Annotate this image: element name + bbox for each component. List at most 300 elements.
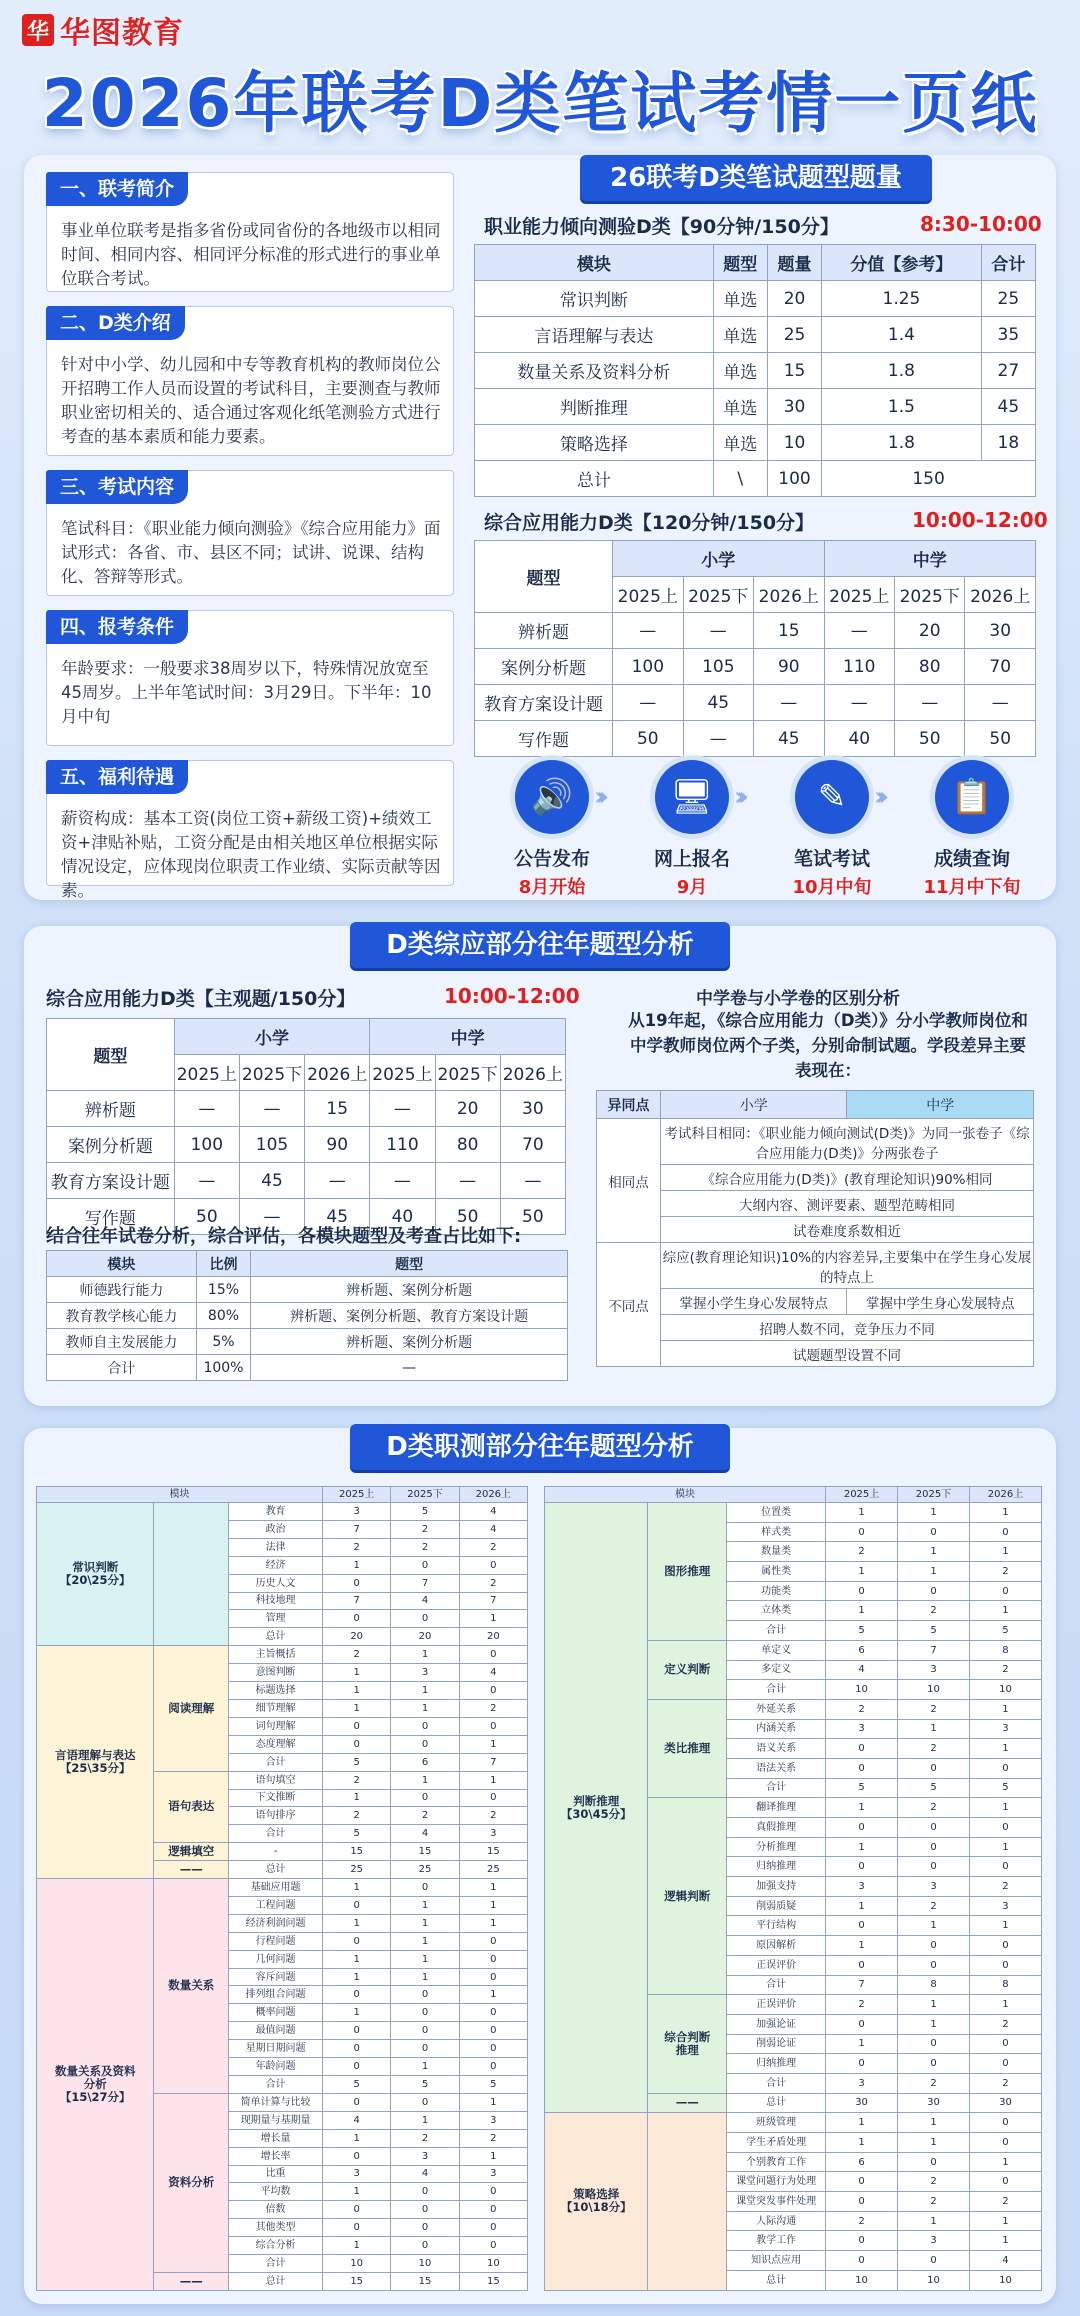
table-row bbox=[37, 1503, 528, 1521]
table-cell: 0 bbox=[459, 2201, 527, 2219]
table-cell: 15 bbox=[754, 613, 824, 649]
table-cell: 1 bbox=[323, 2004, 391, 2022]
table-cell: 2 bbox=[323, 1646, 391, 1664]
table-cell: 0 bbox=[323, 2093, 391, 2111]
table-cell: 2 bbox=[826, 1995, 898, 2015]
step-label: 笔试考试 bbox=[793, 848, 870, 870]
table-cell: 7 bbox=[391, 1574, 459, 1592]
year-header: 2025上 bbox=[174, 1055, 239, 1091]
table-cell: 1 bbox=[323, 2183, 391, 2201]
table-cell: 7 bbox=[898, 1640, 970, 1660]
table-cell: 1 bbox=[391, 1771, 459, 1789]
table-cell: 0 bbox=[323, 1896, 391, 1914]
table-cell: 1 bbox=[459, 1879, 527, 1897]
table-cell: 0 bbox=[969, 2172, 1041, 2192]
table-row bbox=[475, 389, 1036, 425]
table-cell: 常识判断 bbox=[475, 281, 714, 317]
table-header: 题型 bbox=[47, 1019, 175, 1091]
table-cell: — bbox=[305, 1163, 370, 1199]
sub-module-label: 类比推理 bbox=[648, 1699, 727, 1797]
table-cell: 25 bbox=[459, 1861, 527, 1879]
table-cell: 1 bbox=[826, 2113, 898, 2133]
table-cell: 辨析题、案例分析题 bbox=[251, 1277, 568, 1303]
table-cell: 3 bbox=[459, 2111, 527, 2129]
table-cell: 2 bbox=[969, 1877, 1041, 1897]
table-cell: 0 bbox=[459, 2237, 527, 2255]
table-cell: 合计 bbox=[229, 1825, 323, 1843]
table-header: 模块 bbox=[37, 1487, 323, 1503]
table-cell: 0 bbox=[323, 1574, 391, 1592]
table-header: 模块 bbox=[47, 1251, 197, 1277]
table-cell: 0 bbox=[826, 1758, 898, 1778]
table-header: 小学 bbox=[174, 1019, 370, 1055]
sub-module-label: 资料分析 bbox=[154, 2093, 229, 2272]
table-cell: — bbox=[239, 1091, 304, 1127]
table-cell: 1 bbox=[323, 1699, 391, 1717]
table-cell: 4 bbox=[969, 2251, 1041, 2271]
table-cell: — bbox=[613, 685, 683, 721]
table-cell: 35 bbox=[981, 317, 1035, 353]
year-header: 2025下 bbox=[895, 577, 965, 613]
table-cell: — bbox=[251, 1355, 568, 1381]
table-cell: 3 bbox=[898, 1877, 970, 1897]
timeline-step bbox=[912, 760, 1032, 899]
analysis-table bbox=[46, 1250, 568, 1381]
table-cell: — bbox=[824, 613, 894, 649]
table-cell: 言语理解与表达 bbox=[475, 317, 714, 353]
info-box-tag: 四、报考条件 bbox=[46, 610, 188, 644]
table-cell: 1 bbox=[898, 1916, 970, 1936]
table-cell: 150 bbox=[822, 461, 1036, 497]
zongying-title: 综合应用能力D类【120分钟/150分】 bbox=[484, 512, 815, 534]
table-cell: 15 bbox=[459, 2272, 527, 2290]
table-cell: 1 bbox=[391, 1682, 459, 1700]
year-header: 2026上 bbox=[305, 1055, 370, 1091]
brand-name: 华图教育 bbox=[60, 16, 184, 51]
table-row bbox=[597, 1289, 1034, 1315]
table-cell: — bbox=[370, 1091, 435, 1127]
table-cell: 1 bbox=[459, 1735, 527, 1753]
table-cell: 20 bbox=[391, 1628, 459, 1646]
table-cell: 写作题 bbox=[475, 721, 613, 757]
table-row bbox=[37, 1879, 528, 1897]
year-header: 2025上 bbox=[824, 577, 894, 613]
table-cell: 1 bbox=[969, 1601, 1041, 1621]
table-cell: 25 bbox=[323, 1861, 391, 1879]
table-cell: 15 bbox=[391, 1843, 459, 1861]
table-cell: 0 bbox=[459, 2022, 527, 2040]
table-cell: 合计 bbox=[229, 2255, 323, 2273]
table-cell: 人际沟通 bbox=[727, 2211, 826, 2231]
table-cell: 1 bbox=[969, 1916, 1041, 1936]
table-cell: 年龄问题 bbox=[229, 2058, 323, 2076]
table-cell: 合计 bbox=[727, 1680, 826, 1700]
table-cell: 40 bbox=[824, 721, 894, 757]
table-cell: 5 bbox=[826, 1778, 898, 1798]
table-cell: 10 bbox=[459, 2255, 527, 2273]
info-box-tag: 一、联考简介 bbox=[46, 172, 188, 206]
table-cell: 态度理解 bbox=[229, 1735, 323, 1753]
table-cell: 管理 bbox=[229, 1610, 323, 1628]
table-cell: 0 bbox=[826, 1857, 898, 1877]
table-cell: 0 bbox=[323, 1610, 391, 1628]
table-cell: 4 bbox=[391, 2165, 459, 2183]
table-cell: 0 bbox=[826, 1739, 898, 1759]
table-header: 题型 bbox=[475, 541, 613, 613]
table-cell: 15 bbox=[323, 1843, 391, 1861]
info-box-2 bbox=[46, 306, 454, 456]
table-cell: 10 bbox=[767, 425, 821, 461]
chevron-right-icon: ››› bbox=[594, 782, 602, 812]
table-cell: 教育教学核心能力 bbox=[47, 1303, 197, 1329]
step-label: 成绩查询 bbox=[933, 848, 1010, 870]
table-cell: 0 bbox=[391, 1717, 459, 1735]
diff-intro: 从19年起，《综合应用能力（D类）》分小学教师岗位和中学教师岗位两个子类，分别命制试题。学段差异主要表现在： bbox=[628, 1011, 1028, 1080]
table-cell: 其他类型 bbox=[229, 2219, 323, 2237]
table-cell: 15% bbox=[196, 1277, 250, 1303]
table-cell: 单选 bbox=[713, 281, 767, 317]
table-cell: 0 bbox=[391, 1789, 459, 1807]
table-cell: 1 bbox=[391, 1914, 459, 1932]
table-header: 分值【参考】 bbox=[822, 245, 982, 281]
table-cell: 平行结构 bbox=[727, 1916, 826, 1936]
table-cell: 1 bbox=[969, 1739, 1041, 1759]
table-cell: 20 bbox=[895, 613, 965, 649]
module-label: 数量关系及资料 分析 【15\27分】 bbox=[37, 1879, 154, 2291]
table-cell: 2 bbox=[898, 2172, 970, 2192]
table-row bbox=[47, 1303, 568, 1329]
table-cell: 10 bbox=[391, 2255, 459, 2273]
logo-icon: 华 bbox=[22, 14, 54, 46]
table-cell: 10 bbox=[826, 2270, 898, 2290]
table-cell: 100 bbox=[174, 1127, 239, 1163]
table-cell: 0 bbox=[898, 1955, 970, 1975]
table-cell: 4 bbox=[459, 1664, 527, 1682]
table-cell: 1.8 bbox=[822, 425, 982, 461]
info-box-text: 年龄要求：一般要求38周岁以下，特殊情况放宽至45周岁。上半年笔试时间：3月29日。下半年：10月中旬 bbox=[61, 659, 432, 726]
module-label: 常识判断 【20\25分】 bbox=[37, 1503, 154, 1646]
table-row bbox=[47, 1163, 566, 1199]
table-cell: 教师自主发展能力 bbox=[47, 1329, 197, 1355]
table-cell: 3 bbox=[459, 2165, 527, 2183]
table-cell: 2 bbox=[898, 1896, 970, 1916]
table-cell: 5 bbox=[391, 2076, 459, 2094]
table-cell: 1 bbox=[391, 1968, 459, 1986]
table-cell: 1 bbox=[323, 1968, 391, 1986]
table-cell: 概率问题 bbox=[229, 2004, 323, 2022]
table-cell: 1 bbox=[826, 2034, 898, 2054]
sub-module-label: 综合判断 推理 bbox=[648, 1995, 727, 2093]
step-date: 10月中旬 bbox=[792, 877, 872, 898]
table-row bbox=[475, 425, 1036, 461]
table-cell: 10 bbox=[826, 1680, 898, 1700]
table-cell: 0 bbox=[826, 2172, 898, 2192]
table-header: 题型 bbox=[713, 245, 767, 281]
zhice-right-table bbox=[544, 1486, 1042, 2291]
table-cell: 总计 bbox=[727, 2093, 826, 2113]
table-cell: 判断推理 bbox=[475, 389, 714, 425]
table-cell: 5 bbox=[898, 1778, 970, 1798]
table-cell: 1 bbox=[898, 1995, 970, 2015]
table-cell: 历史人文 bbox=[229, 1574, 323, 1592]
table-cell: 5% bbox=[196, 1329, 250, 1355]
table-cell: 25 bbox=[391, 1861, 459, 1879]
table-cell: 0 bbox=[459, 2040, 527, 2058]
table-cell: 3 bbox=[391, 2147, 459, 2165]
section-ribbon-2: D类综应部分往年题型分析 bbox=[350, 922, 730, 968]
table-cell: 容斥问题 bbox=[229, 1968, 323, 1986]
table-cell: 0 bbox=[898, 1581, 970, 1601]
table-cell: 1 bbox=[323, 2129, 391, 2147]
table-cell: 0 bbox=[898, 1936, 970, 1956]
table-cell: 2 bbox=[459, 1574, 527, 1592]
table-cell: 70 bbox=[500, 1127, 565, 1163]
table-cell: 0 bbox=[391, 2237, 459, 2255]
table-cell: — bbox=[754, 685, 824, 721]
table-cell: 0 bbox=[826, 1916, 898, 1936]
info-box-tag: 五、福利待遇 bbox=[46, 760, 188, 794]
table-cell: 4 bbox=[826, 1660, 898, 1680]
table-cell: 数量类 bbox=[727, 1542, 826, 1562]
table-cell: 总计 bbox=[229, 1861, 323, 1879]
table-cell: 2 bbox=[459, 1538, 527, 1556]
table-cell: 0 bbox=[391, 2093, 459, 2111]
year-header: 2026上 bbox=[754, 577, 824, 613]
page-title: 2026年联考D类笔试考情一页纸 bbox=[41, 65, 1039, 142]
table-cell: 0 bbox=[826, 2014, 898, 2034]
table-cell: 加强支持 bbox=[727, 1877, 826, 1897]
table-cell: 5 bbox=[391, 1503, 459, 1521]
table-cell: 10 bbox=[323, 2255, 391, 2273]
table-cell: 综合分析 bbox=[229, 2237, 323, 2255]
table-cell: 2 bbox=[391, 1807, 459, 1825]
table-cell: 综应(教育理论知识)10%的内容差异,主要集中在学生身心发展的特点上 bbox=[661, 1243, 1034, 1289]
table-cell: 2 bbox=[898, 1739, 970, 1759]
table-cell: 0 bbox=[969, 2133, 1041, 2153]
zongying-time: 10:00-12:00 bbox=[912, 508, 1048, 532]
table-cell: 5 bbox=[969, 1621, 1041, 1641]
table-cell: 0 bbox=[323, 2058, 391, 2076]
table-cell: 20 bbox=[459, 1628, 527, 1646]
info-box-tag: 二、D类介绍 bbox=[46, 306, 185, 340]
table-cell: 课堂问题行为处理 bbox=[727, 2172, 826, 2192]
table-cell: 1 bbox=[969, 1995, 1041, 2015]
table-cell: 0 bbox=[391, 2183, 459, 2201]
table-header: 模块 bbox=[545, 1487, 826, 1503]
table-cell: 3 bbox=[826, 1719, 898, 1739]
table-header: 合计 bbox=[981, 245, 1035, 281]
zy2-time: 10:00-12:00 bbox=[444, 984, 580, 1008]
table-row bbox=[475, 281, 1036, 317]
table-cell: 0 bbox=[391, 2040, 459, 2058]
table-header: 比例 bbox=[196, 1251, 250, 1277]
table-cell: 0 bbox=[459, 1932, 527, 1950]
table-cell: 0 bbox=[459, 1682, 527, 1700]
table-cell: 2 bbox=[898, 1798, 970, 1818]
table-cell: 案例分析题 bbox=[475, 649, 613, 685]
table-cell: 1 bbox=[826, 2133, 898, 2153]
table-header: 异同点 bbox=[597, 1091, 661, 1119]
table-cell: 110 bbox=[824, 649, 894, 685]
step-label: 网上报名 bbox=[653, 848, 730, 870]
table-cell: 0 bbox=[459, 2219, 527, 2237]
table-cell: 1 bbox=[391, 1932, 459, 1950]
table-row bbox=[47, 1127, 566, 1163]
table-row bbox=[597, 1191, 1034, 1217]
table-cell: 0 bbox=[969, 1758, 1041, 1778]
step-icon: ✎ bbox=[795, 760, 869, 834]
table-cell: 0 bbox=[826, 1581, 898, 1601]
analysis-title: 结合往年试卷分析，综合评估，各模块题型及考查占比如下: bbox=[46, 1226, 522, 1247]
table-cell: 辨析题、案例分析题、教育方案设计题 bbox=[251, 1303, 568, 1329]
table-cell: 1 bbox=[391, 1646, 459, 1664]
table-cell: 合计 bbox=[727, 1975, 826, 1995]
table-cell: 10 bbox=[969, 2270, 1041, 2290]
table-cell: 0 bbox=[969, 1522, 1041, 1542]
table-cell: 总计 bbox=[475, 461, 714, 497]
table-cell: 1.5 bbox=[822, 389, 982, 425]
table-row bbox=[47, 1277, 568, 1303]
brand-logo[interactable] bbox=[22, 12, 184, 51]
table-cell: 1.25 bbox=[822, 281, 982, 317]
table-cell: 5 bbox=[898, 1621, 970, 1641]
table-cell: — bbox=[824, 685, 894, 721]
table-cell: 0 bbox=[969, 2054, 1041, 2074]
table-cell: 10 bbox=[898, 2270, 970, 2290]
table-cell: 单选 bbox=[713, 389, 767, 425]
table-cell: 1 bbox=[969, 2152, 1041, 2172]
table-cell: 教育方案设计题 bbox=[47, 1163, 175, 1199]
table-cell: 教育方案设计题 bbox=[475, 685, 613, 721]
zhice-table bbox=[474, 244, 1036, 497]
table-cell: 0 bbox=[826, 2054, 898, 2074]
table-cell: 策略选择 bbox=[475, 425, 714, 461]
table-cell: 加强论证 bbox=[727, 2014, 826, 2034]
table-cell: 2 bbox=[391, 1538, 459, 1556]
table-cell: 2 bbox=[969, 1562, 1041, 1582]
sub-module-label: 逻辑判断 bbox=[648, 1798, 727, 1995]
info-box-text: 薪资构成：基本工资(岗位工资+薪级工资)+绩效工资+津贴补贴，工资分配是由相关地区单位根据实际情况设定，应体现岗位职责工作业绩、实际贡献等因素。 bbox=[61, 809, 441, 900]
table-cell: 25 bbox=[981, 281, 1035, 317]
year-header: 2025下 bbox=[239, 1055, 304, 1091]
table-cell: 7 bbox=[459, 1592, 527, 1610]
sub-module-label: 图形推理 bbox=[648, 1503, 727, 1641]
table-cell: 1 bbox=[826, 1798, 898, 1818]
table-cell: 大纲内容、测评要素、题型范畴相同 bbox=[661, 1191, 1034, 1217]
table-cell: 2 bbox=[391, 2129, 459, 2147]
table-cell: 1 bbox=[459, 1986, 527, 2004]
table-cell: 合计 bbox=[727, 1621, 826, 1641]
table-cell: — bbox=[683, 721, 753, 757]
table-cell: 合计 bbox=[47, 1355, 197, 1381]
table-cell: 0 bbox=[826, 1818, 898, 1838]
timeline-step bbox=[492, 760, 612, 899]
table-cell: 0 bbox=[969, 1936, 1041, 1956]
table-cell: 110 bbox=[370, 1127, 435, 1163]
table-cell: 标题选择 bbox=[229, 1682, 323, 1700]
table-cell: 30 bbox=[500, 1091, 565, 1127]
table-cell: 语法关系 bbox=[727, 1758, 826, 1778]
table-cell: 6 bbox=[826, 1640, 898, 1660]
table-cell: 3 bbox=[391, 1664, 459, 1682]
table-cell: 《综合应用能力(D类)》(教育理论知识)90%相同 bbox=[661, 1165, 1034, 1191]
sub-module-label bbox=[154, 1503, 229, 1646]
timeline-step bbox=[772, 760, 892, 899]
table-cell: — bbox=[370, 1163, 435, 1199]
diff-title: 中学卷与小学卷的区别分析 bbox=[696, 989, 900, 1009]
sub-module-label: 定义判断 bbox=[648, 1640, 727, 1699]
table-row bbox=[545, 2113, 1042, 2133]
table-cell: 政治 bbox=[229, 1520, 323, 1538]
info-box-3 bbox=[46, 470, 454, 596]
step-icon: 📋 bbox=[935, 760, 1009, 834]
table-cell: 0 bbox=[391, 2022, 459, 2040]
table-cell: 0 bbox=[826, 1955, 898, 1975]
table-cell: 1 bbox=[826, 1936, 898, 1956]
table-cell: 0 bbox=[898, 2054, 970, 2074]
table-cell: 1 bbox=[898, 2113, 970, 2133]
table-cell: 样式类 bbox=[727, 1522, 826, 1542]
table-cell: 星期日期问题 bbox=[229, 2040, 323, 2058]
table-cell: 1 bbox=[323, 1682, 391, 1700]
table-cell: 0 bbox=[459, 1950, 527, 1968]
table-cell: 0 bbox=[459, 1717, 527, 1735]
table-cell: 0 bbox=[323, 2022, 391, 2040]
table-header: 题量 bbox=[767, 245, 821, 281]
table-cell: 8 bbox=[969, 1640, 1041, 1660]
table-cell: 1 bbox=[969, 1699, 1041, 1719]
table-cell: 外延关系 bbox=[727, 1699, 826, 1719]
table-cell: 行程问题 bbox=[229, 1932, 323, 1950]
table-cell: 5 bbox=[323, 1825, 391, 1843]
info-box-1 bbox=[46, 172, 454, 292]
table-cell: 0 bbox=[323, 2040, 391, 2058]
table-cell: 总计 bbox=[229, 2272, 323, 2290]
table-cell: 80 bbox=[895, 649, 965, 685]
table-cell: 20 bbox=[323, 1628, 391, 1646]
table-cell: 1 bbox=[969, 2211, 1041, 2231]
table-cell: 20 bbox=[435, 1091, 500, 1127]
table-cell: 0 bbox=[969, 1581, 1041, 1601]
table-cell: 8 bbox=[898, 1975, 970, 1995]
table-row bbox=[597, 1119, 1034, 1165]
year-header: 2025下 bbox=[683, 577, 753, 613]
table-cell: 45 bbox=[754, 721, 824, 757]
table-cell: 1 bbox=[323, 1950, 391, 1968]
step-date: 8月开始 bbox=[518, 877, 586, 898]
table-cell: 3 bbox=[969, 1896, 1041, 1916]
module-label: 判断推理 【30\45分】 bbox=[545, 1503, 648, 2113]
table-cell: 4 bbox=[323, 2111, 391, 2129]
table-cell: 2 bbox=[459, 1807, 527, 1825]
table-row bbox=[47, 1355, 568, 1381]
table-cell: 削弱质疑 bbox=[727, 1896, 826, 1916]
table-cell: 1 bbox=[898, 1719, 970, 1739]
table-cell: 0 bbox=[459, 2004, 527, 2022]
table-cell: 105 bbox=[239, 1127, 304, 1163]
table-cell: 正误评价 bbox=[727, 1955, 826, 1975]
table-cell: 50 bbox=[613, 721, 683, 757]
table-cell: - bbox=[229, 1843, 323, 1861]
table-cell: 平均数 bbox=[229, 2183, 323, 2201]
table-header: 中学 bbox=[847, 1091, 1034, 1119]
table-cell: 7 bbox=[323, 1520, 391, 1538]
table-row bbox=[475, 649, 1036, 685]
table-cell: 1 bbox=[898, 1503, 970, 1523]
info-box-4 bbox=[46, 610, 454, 746]
table-cell: 40 bbox=[370, 1199, 435, 1235]
table-cell: 10 bbox=[969, 1680, 1041, 1700]
